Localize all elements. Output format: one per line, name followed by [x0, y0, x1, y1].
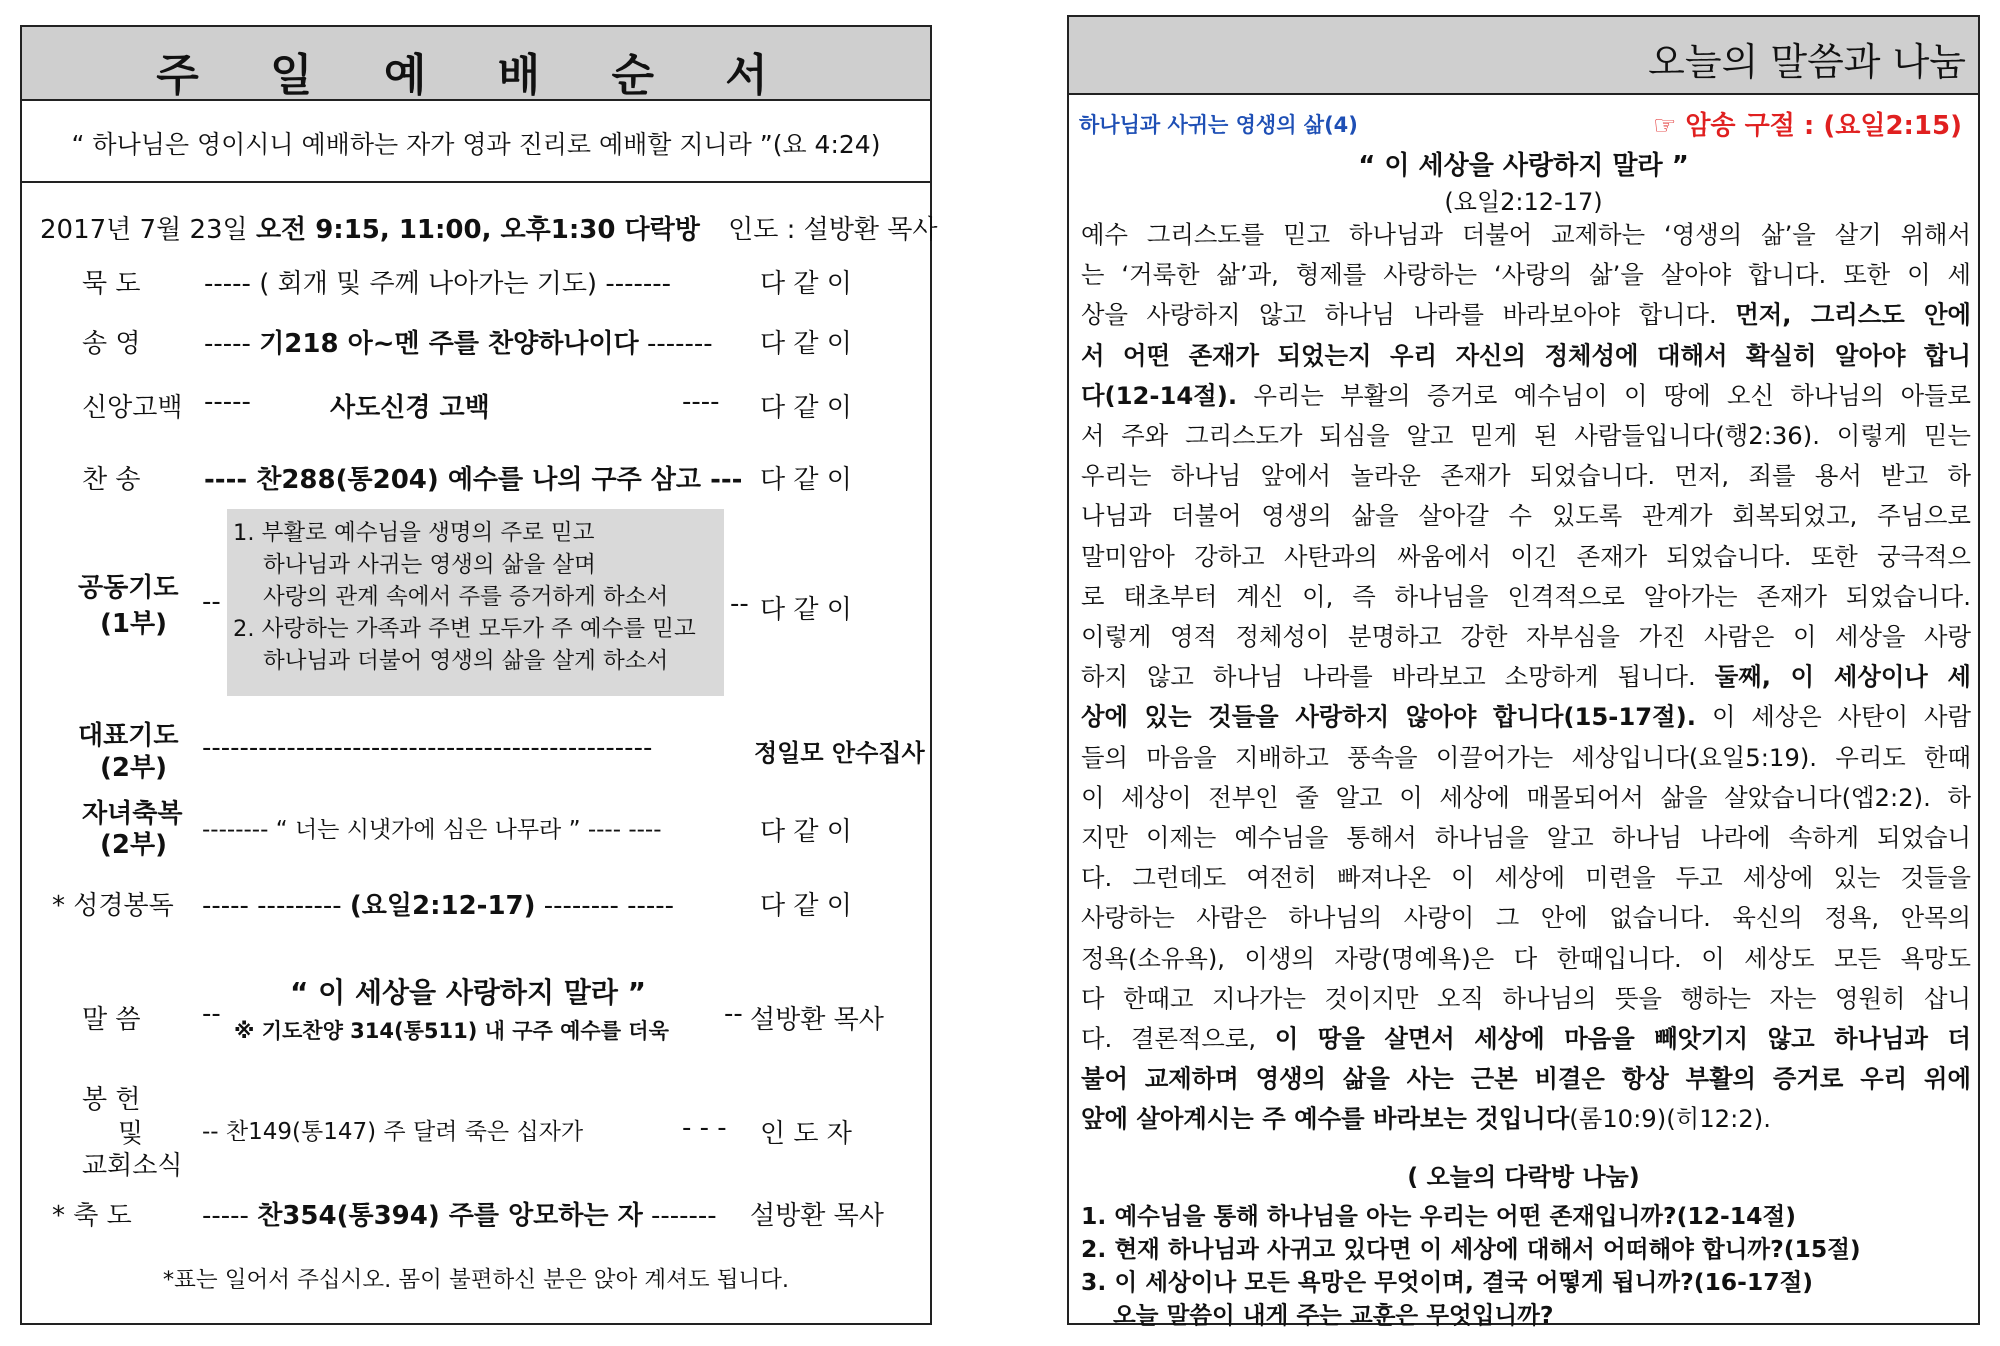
sermon-body-line: 다. 그런데도 여전히 빠져나온 이 세상에 미련을 두고 세상에 있는 것들을	[1081, 863, 1971, 893]
sermon-who: 설방환 목사	[750, 1005, 884, 1035]
item-who-doxology: 다 같 이	[760, 329, 852, 359]
sermon-sharing-title: 오늘의 말씀과 나눔	[1648, 40, 1966, 84]
prayer-dash-left: --	[202, 587, 221, 617]
child-blessing-middle: -------- “ 너는 시냇가에 심은 나무라 ” ---- ----	[202, 817, 662, 843]
sermon-body-line: 다(12-14절). 우리는 부활의 증거로 예수님이 이 땅에 오신 하나님의 아들로	[1081, 380, 1971, 410]
sermon-body-line: 하지 않고 하나님 나라를 바라보고 소망하게 됩니다. 둘째, 이 세상이나 세	[1081, 662, 1971, 692]
sermon-body-line: 상을 사랑하지 않고 하나님 나라를 바라보아야 합니다. 먼저, 그리스도 안에	[1081, 300, 1971, 330]
sermon-body-line: 이렇게 영적 정체성이 분명하고 강한 자부심을 가진 사람은 이 세상을 사랑	[1081, 622, 1971, 652]
sermon-body-line: 는 ‘거룩한 삶’과, 형제를 사랑하는 ‘사랑의 삶’을 살아야 합니다. 또한 이 세	[1081, 260, 1971, 290]
prayer-label-part: (1부)	[100, 609, 167, 639]
sermon-body-line: 불어 교제하며 영생의 삶을 사는 근본 비결은 항상 부활의 증거로 우리 위에	[1081, 1064, 1971, 1094]
standing-note: *표는 일어서 주십시오. 몸이 불편하신 분은 앉아 계셔도 됩니다.	[162, 1267, 790, 1293]
item-dash-creed: -----	[204, 387, 251, 417]
sermon-dash-left: --	[202, 999, 221, 1029]
reading-who: 다 같 이	[760, 891, 852, 921]
item-label-silent-prayer: 묵 도	[82, 269, 141, 299]
question-3-followup: 오늘 말씀이 내게 주는 교훈은 무엇입니까?	[1113, 1301, 1554, 1329]
service-leader: 인도 : 설방환 목사	[728, 215, 938, 245]
sermon-body-line: 정욕(소유욕), 이생의 자랑(명예욕)은 다 한때입니다. 이 세상도 모든 욕망도	[1081, 943, 1971, 973]
child-blessing-who: 다 같 이	[760, 817, 852, 847]
sermon-body-line: 이 세상이 전부인 줄 알고 이 세상에 매몰되어서 삶을 살았습니다(엡2:2). 하	[1081, 782, 1971, 812]
sermon-sharing-panel	[1067, 15, 1980, 1329]
sermon-dash-right: --	[724, 999, 743, 1029]
item-label-hymn: 찬 송	[82, 465, 141, 495]
item-who-hymn: 다 같 이	[760, 465, 852, 495]
motto-verse: “ 하나님은 영이시니 예배하는 자가 영과 진리로 예배할 지니라 ”(요 4:24)	[71, 130, 881, 159]
prayer-line: 사랑의 관계 속에서 주를 증거하게 하소서	[263, 584, 669, 610]
worship-order-panel	[20, 25, 938, 1325]
reading-middle: ----- --------- (요일2:12-17) -------- -----	[202, 891, 675, 921]
sermon-subtitle: ※ 기도찬양 314(통511) 내 구주 예수를 더욱	[234, 1019, 669, 1043]
prayer-dash-right: --	[730, 589, 749, 619]
sermon-reference: (요일2:12-17)	[1444, 188, 1603, 216]
child-blessing-label-part: (2부)	[100, 830, 167, 860]
item-dash2-creed: ----	[682, 387, 720, 417]
sermon-body-line: 앞에 살아계시는 주 예수를 바라보는 것입니다(롬10:9)(히12:2).	[1081, 1104, 1771, 1134]
offering-who: 인 도 자	[760, 1119, 852, 1149]
prayer-line: 2. 사랑하는 가족과 주변 모두가 주 예수를 믿고	[233, 616, 696, 642]
series-title: 하나님과 사귀는 영생의 삶(4)	[1079, 113, 1358, 137]
rep-prayer-dash: ------------------------------------------------	[202, 733, 653, 763]
sermon-body-line: 말미암아 강하고 사탄과의 싸움에서 이긴 존재가 되었습니다. 또한 궁극적으	[1081, 541, 1971, 571]
item-middle-creed: 사도신경 고백	[330, 393, 490, 423]
sermon-body-line: 로 태초부터 계신 이, 즉 하나님을 인격적으로 알아가는 존재가 되었습니다.	[1081, 581, 1971, 611]
service-times: 오전 9:15, 11:00, 오후1:30 다락방	[255, 215, 700, 245]
sermon-body-line: 지만 이제는 예수님을 통해서 하나님을 알고 하나님 나라에 속하게 되었습니	[1081, 823, 1971, 853]
sermon-sharing-title-bar	[1069, 17, 1978, 95]
rep-prayer-label: 대표기도	[78, 721, 179, 751]
item-middle-hymn: ---- 찬288(통204) 예수를 나의 구주 삼고 ---	[204, 465, 743, 495]
sermon-title-left: “ 이 세상을 사랑하지 말라 ”	[290, 976, 647, 1009]
offering-middle: -- 찬149(통147) 주 달려 죽은 십자가	[202, 1119, 584, 1145]
sermon-body-line: 나님과 더불어 영생의 삶을 살아갈 수 있도록 관계가 회복되었고, 주님으로	[1081, 501, 1971, 531]
question-3: 3. 이 세상이나 모든 욕망은 무엇이며, 결국 어떻게 됩니까?(16-17절)	[1081, 1268, 1814, 1296]
rep-prayer-label-part: (2부)	[100, 753, 167, 783]
offering-label-and: 및	[118, 1119, 144, 1149]
benediction-who: 설방환 목사	[750, 1201, 884, 1231]
benediction-middle: ----- 찬354(통394) 주를 앙모하는 자 -------	[202, 1201, 717, 1231]
prayer-who: 다 같 이	[760, 595, 852, 625]
worship-order-title: 주 일 예 배 순 서	[156, 50, 796, 101]
offering-label: 봉 헌	[82, 1085, 141, 1115]
motto-row	[22, 101, 930, 183]
item-who-creed: 다 같 이	[760, 393, 852, 423]
sermon-title: “ 이 세상을 사랑하지 말라 ”	[1358, 151, 1689, 181]
sermon-body-line: 서 어떤 존재가 되었는지 우리 자신의 정체성에 대해서 확실히 알아야 합니	[1081, 340, 1971, 370]
memory-verse	[1653, 105, 1962, 142]
question-2: 2. 현재 하나님과 사귀고 있다면 이 세상에 대해서 어떠해야 합니까?(15절)	[1081, 1235, 1861, 1263]
sermon-body-line: 서 주와 그리스도가 되심을 알고 믿게 된 사람들입니다(행2:36). 이렇게 믿는	[1081, 421, 1971, 451]
pointing-hand-icon: ☞ 암송 구절 : (요일2:15)	[1652, 111, 1962, 141]
sermon-body-line: 들의 마음을 지배하고 풍속을 이끌어가는 세상입니다(요일5:19). 우리도 한때	[1081, 742, 1971, 772]
item-middle-silent-prayer: ----- ( 회개 및 주께 나아가는 기도) -------	[204, 269, 672, 299]
prayer-line: 1. 부활로 예수님을 생명의 주로 믿고	[233, 520, 595, 546]
rep-prayer-who: 정일모 안수집사	[754, 739, 925, 767]
sermon-body-line: 우리는 하나님 앞에서 놀라운 존재가 되었습니다. 먼저, 죄를 용서 받고 하	[1081, 461, 1971, 491]
sermon-body-line: 다. 결론적으로, 이 땅을 살면서 세상에 마음을 빼앗기지 않고 하나님과 더	[1081, 1024, 1971, 1054]
benediction-label: * 축 도	[52, 1201, 132, 1231]
prayer-label: 공동기도	[78, 573, 179, 603]
prayer-line: 하나님과 더불어 영생의 삶을 살게 하소서	[263, 648, 669, 674]
reading-label: * 성경봉독	[52, 891, 174, 921]
item-label-creed: 신앙고백	[82, 393, 183, 423]
service-date: 2017년 7월 23일	[40, 215, 248, 245]
item-middle-doxology: ----- 기218 아~멘 주를 찬양하나이다 -------	[204, 329, 713, 359]
sermon-label: 말 씀	[82, 1005, 141, 1035]
offering-label-news: 교회소식	[82, 1151, 183, 1181]
sermon-body-line: 다 한때고 지나가는 것이지만 오직 하나님의 뜻을 행하는 자는 영원히 삽니	[1081, 983, 1971, 1013]
sermon-body-line: 상에 있는 것들을 사랑하지 않아야 합니다(15-17절). 이 세상은 사탄이 사람	[1081, 702, 1971, 732]
share-heading: ( 오늘의 다락방 나눔)	[1407, 1163, 1640, 1191]
item-who-silent-prayer: 다 같 이	[760, 269, 852, 299]
offering-dash: - - -	[682, 1113, 727, 1143]
question-1: 1. 예수님을 통해 하나님을 아는 우리는 어떤 존재입니까?(12-14절)	[1081, 1202, 1796, 1230]
prayer-line: 하나님과 사귀는 영생의 삶을 살며	[263, 552, 596, 578]
sermon-body-line: 예수 그리스도를 믿고 하나님과 더불어 교제하는 ‘영생의 삶’을 살기 위해서	[1081, 220, 1971, 249]
sermon-body	[1081, 215, 1971, 1140]
service-date-row	[40, 209, 937, 246]
common-prayer-box	[227, 509, 724, 696]
worship-order-title-bar	[22, 27, 930, 101]
item-label-doxology: 송 영	[82, 329, 141, 359]
child-blessing-label: 자녀축복	[82, 799, 183, 829]
sermon-body-line: 사랑하는 사람은 하나님의 사랑이 그 안에 없습니다. 육신의 정욕, 안목의	[1081, 903, 1971, 933]
